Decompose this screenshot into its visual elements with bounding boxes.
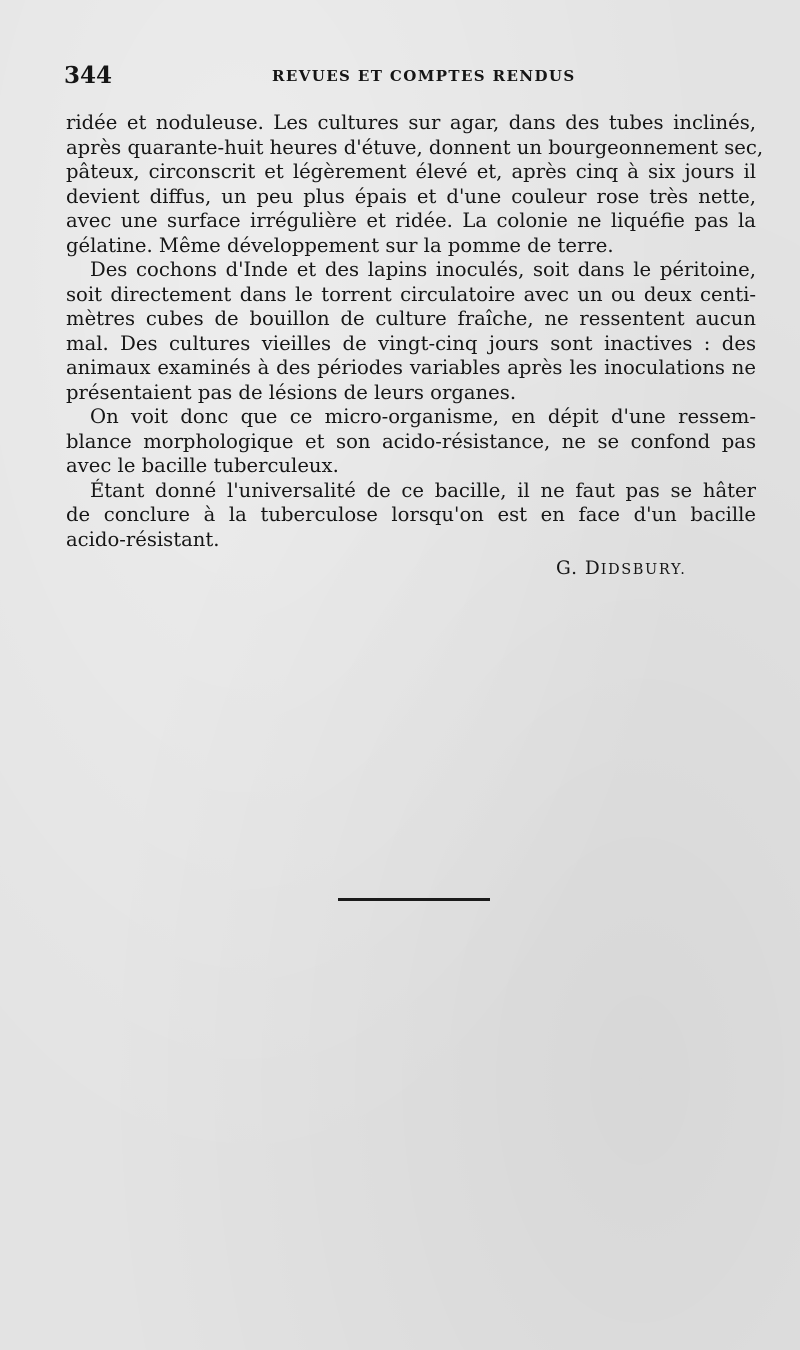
text-line: soit directement dans le torrent circulatoire avec un ou deux centi- — [66, 282, 756, 306]
text-line: animaux examinés à des périodes variables après les inoculations ne — [66, 356, 756, 379]
signature-surname: IDSBURY. — [600, 562, 687, 578]
text-line: Étant donné l'universalité de ce bacille, il ne faut pas se hâter — [90, 478, 756, 502]
signature-initial: G. D — [556, 558, 601, 579]
paragraph-1 — [66, 111, 764, 258]
text-line: mal. Des cultures vieilles de vingt-cinq jours sont inactives : des — [66, 331, 756, 355]
text-line: présentaient pas de lésions de leurs organes. — [66, 380, 517, 404]
text-line: pâteux, circonscrit et légèrement élevé et, après cinq à six jours il — [66, 160, 756, 183]
article-body — [66, 111, 764, 552]
text-line: avec le bacille tuberculeux. — [66, 454, 339, 477]
text-line: avec une surface irrégulière et ridée. La colonie ne liquéfie pas la — [66, 209, 756, 232]
text-line: acido-résistant. — [66, 527, 220, 551]
text-line: devient diffus, un peu plus épais et d'une couleur rose très nette, — [66, 184, 756, 208]
author-signature — [556, 558, 686, 579]
paragraph-2 — [66, 258, 756, 405]
paragraph-4 — [66, 479, 756, 553]
text-line: mètres cubes de bouillon de culture fraîche, ne ressentent aucun — [66, 307, 756, 330]
text-line: ridée et noduleuse. Les cultures sur agar, dans des tubes inclinés, — [66, 111, 756, 134]
text-line: blance morphologique et son acido-résistance, ne se confond pas — [66, 429, 756, 453]
section-divider-rule — [338, 898, 490, 901]
text-line: Des cochons d'Inde et des lapins inoculés, soit dans le péritoine, — [90, 258, 756, 281]
text-line: On voit donc que ce micro-organisme, en dépit d'une ressem- — [90, 405, 756, 428]
paragraph-3 — [66, 405, 756, 479]
text-line: de conclure à la tuberculose lorsqu'on est en face d'un bacille — [66, 503, 756, 526]
page-header — [64, 62, 754, 92]
text-line: après quarante-huit heures d'étuve, donnent un bourgeonnement sec, — [66, 135, 764, 159]
page-number: 344 — [64, 62, 113, 89]
text-line: gélatine. Même développement sur la pomme de terre. — [66, 233, 614, 257]
running-title: REVUES ET COMPTES RENDUS — [272, 67, 576, 85]
